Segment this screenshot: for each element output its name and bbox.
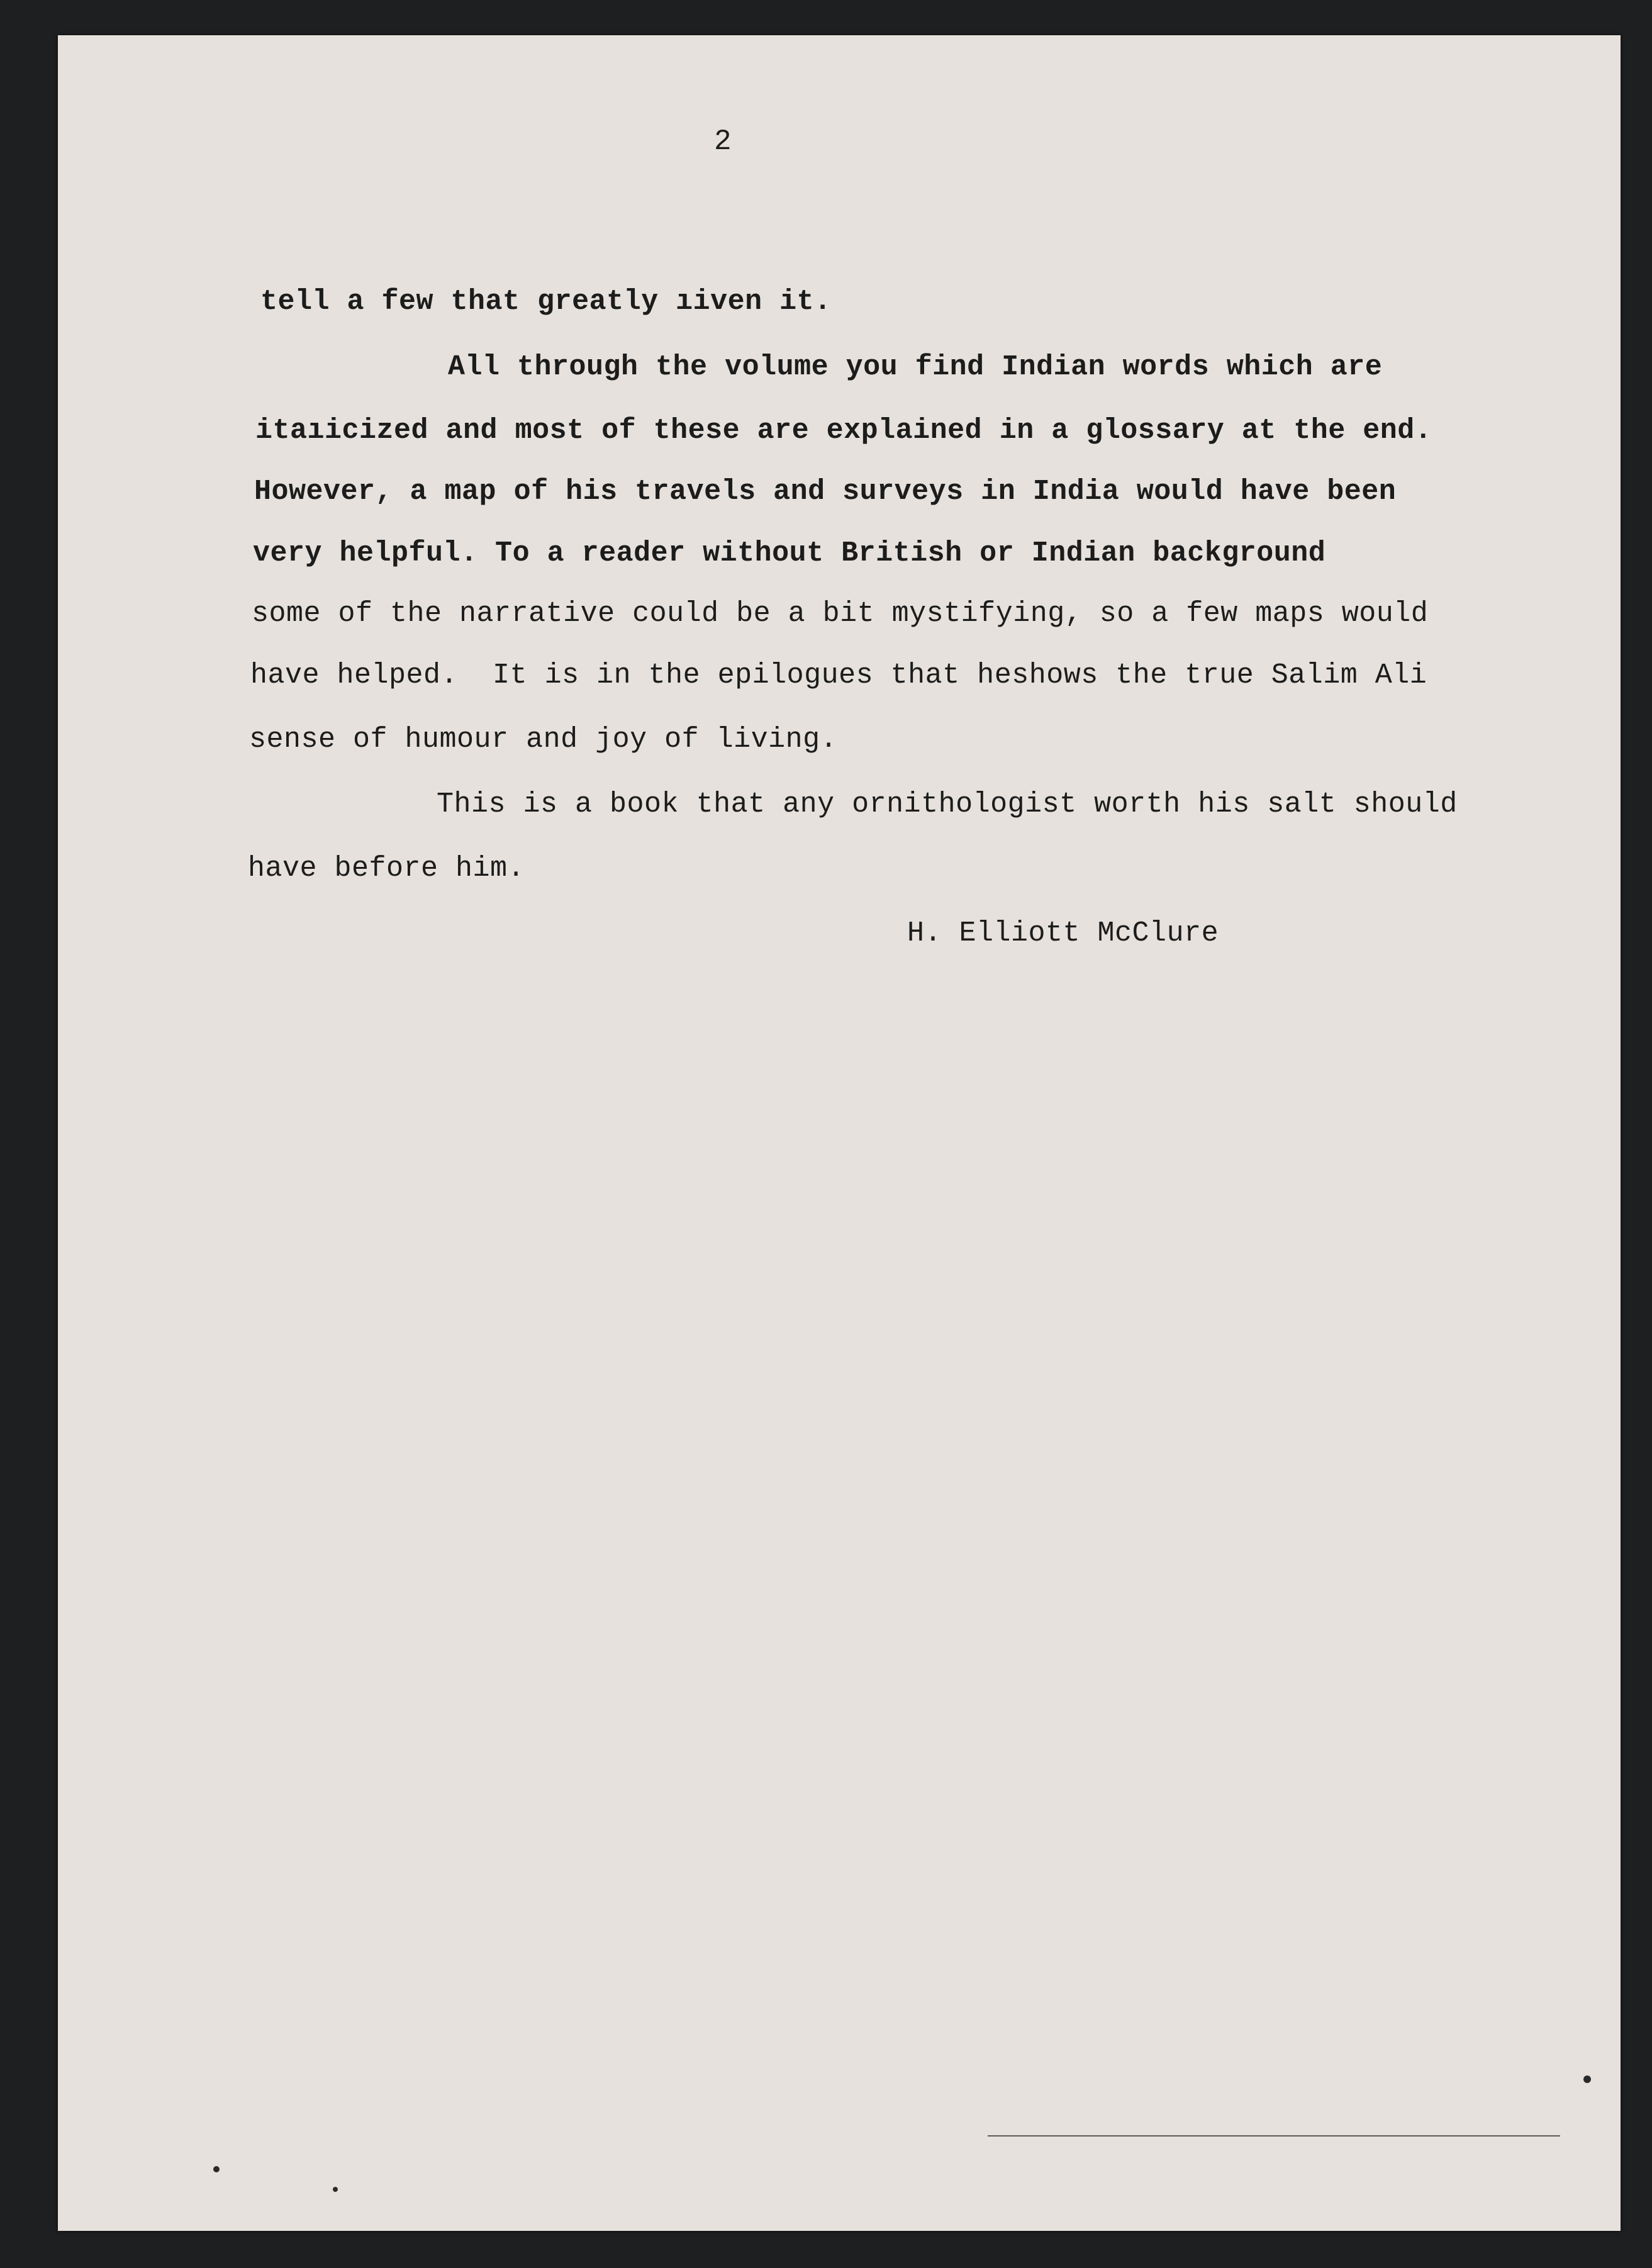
text-line: have before him. — [248, 852, 525, 885]
page-number: 2 — [714, 125, 732, 158]
text-line: some of the narrative could be a bit mystifying, so a few maps would — [252, 598, 1429, 630]
signature: H. Elliott McClure — [907, 917, 1219, 949]
text-line: This is a book that any ornithologist worth his salt should — [437, 788, 1458, 820]
ink-speck — [1583, 2075, 1591, 2083]
text-line: tell a few that greatly ıiven it. — [260, 286, 832, 318]
text-line: have helped. It is in the epilogues that heshows the true Salim Ali — [250, 659, 1427, 691]
text-line: sense of humour and joy of living. — [249, 723, 838, 756]
typed-page — [58, 35, 1621, 2231]
ink-speck — [333, 2187, 338, 2192]
faint-rule — [988, 2135, 1560, 2137]
ink-speck — [213, 2166, 220, 2172]
text-line: very helpful. To a reader without British or Indian background — [253, 537, 1326, 569]
text-line: All through the volume you find Indian words which are — [448, 351, 1383, 383]
text-line: However, a map of his travels and surveys in India would have been — [254, 476, 1397, 508]
text-line: itaıicized and most of these are explained in a glossary at the end. — [255, 415, 1432, 447]
